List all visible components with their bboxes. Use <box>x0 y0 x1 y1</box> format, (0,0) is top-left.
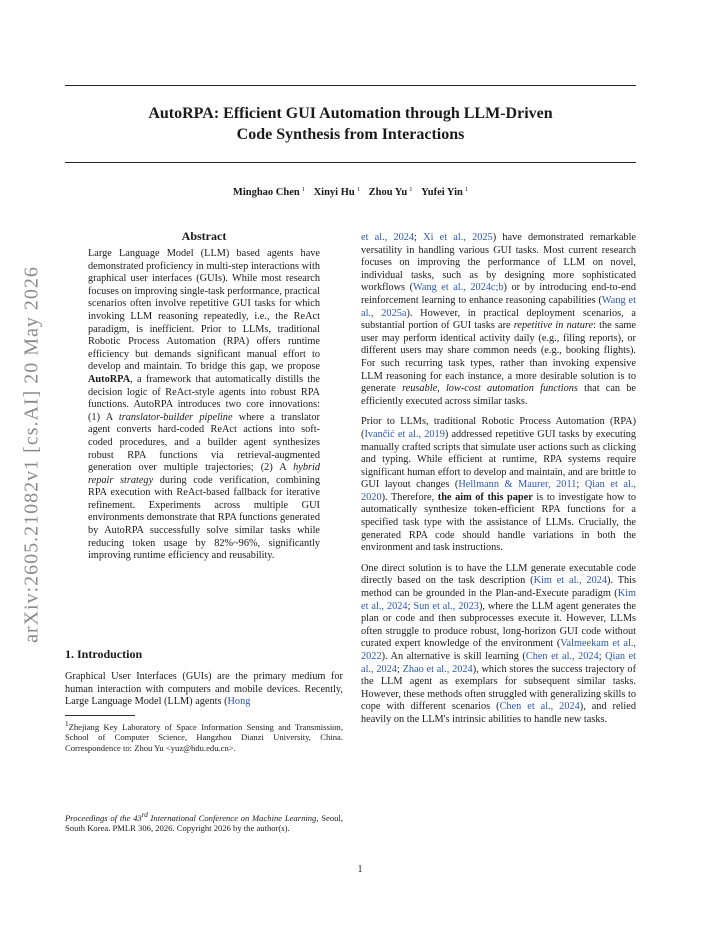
arxiv-identifier-stamp: arXiv:2605.21082v1 [cs.AI] 20 May 2026 <box>20 266 43 643</box>
title-line-1: AutoRPA: Efficient GUI Automation through LLM-Driven <box>148 105 553 122</box>
citation-link[interactable]: Wang et al., 2025a <box>361 294 636 319</box>
introduction-paragraph: Prior to LLMs, traditional Robotic Process Automation (RPA) (Ivančić et al., 2019) addressed repetitive GUI tasks by executing manually crafted scripts that simulate user actions such as clicking and typing. While efficient at runtime, RPA systems require significant human effort to develop and maintain, and are brittle to GUI layout changes (Hellmann & Maurer, 2011; Qian et al., 2020). Therefore, the aim of this paper is to investigate how to automatically synthesize token-efficient RPA functions for a specified task type with the assistance of LLMs. Crucially, the generated RPA code should handle variations in both the environment and task instructions. <box>361 416 637 554</box>
citation-link[interactable]: et al., 2024 <box>361 232 415 243</box>
footnote-mark: 1 <box>65 720 69 728</box>
citation-link[interactable]: Qian et al., 2024 <box>361 651 637 675</box>
proceedings-notice: Proceedings of the 43rd International Conference on Machine Learning, Seoul, South Korea. PMLR 306, 2026. Copyright 2026 by the author(s). <box>65 811 343 834</box>
citation-link[interactable]: Valmeekam et al., 2022 <box>361 638 637 662</box>
paper-title <box>65 103 636 145</box>
citation-link[interactable]: Kim et al., 2024 <box>361 588 636 612</box>
abstract-paragraph: Large Language Model (LLM) based agents have demonstrated proficiency in multi-step interactions with graphical user interfaces (GUIs). While most research focuses on improving single-task performance, practical scenarios often involve repetitive GUI tasks for which invoking LLM reasoning repeatedly, i.e., the ReAct paradigm, is inefficient. Prior to LLMs, traditional Robotic Process Automation (RPA) offers runtime efficiency but demands significant manual effort to develop and maintain. To bridge this gap, we propose AutoRPA, a framework that automatically distills the decision logic of ReAct-style agents into robust RPA functions. AutoRPA introduces two core innovations: (1) A translator-builder pipeline where a translator agent converts hard-coded ReAct actions into soft-coded procedures, and a builder agent synthesizes robust RPA functions via retrieval-augmented generation over multiple trajectories; (2) A hybrid repair strategy during code verification, combining RPA execution with ReAct-based fallback for iterative refinement. Experiments across multiple GUI environments demonstrate that RPA functions generated by AutoRPA successfully solve similar tasks while reducing token usage by 82%~96%, significantly improving runtime efficiency and reusability. <box>88 248 320 562</box>
author: Xinyi Hu $^1$ <box>313 186 360 198</box>
citation-link[interactable]: Zhao et al., 2024 <box>402 663 473 675</box>
abstract-body <box>88 248 320 563</box>
author: Zhou Yu $^1$ <box>368 186 413 198</box>
abstract-heading: Abstract <box>181 229 227 243</box>
author: Yufei Yin $^1$ <box>421 186 469 198</box>
citation-link[interactable]: Chen et al., 2024 <box>525 651 599 662</box>
citation-link[interactable]: Qian et al., 2020 <box>361 479 636 503</box>
author: Minghao Chen $^1$ <box>232 186 305 198</box>
citation-link[interactable]: Wang et al., 2024c;b <box>413 282 504 294</box>
citation-link[interactable]: Xi et al., 2025 <box>423 232 493 243</box>
footnote-rule <box>65 715 135 716</box>
citation-link[interactable]: Kim et al., 2024 <box>533 575 608 587</box>
citation-link[interactable]: Chen et al., 2024 <box>499 701 580 713</box>
introduction-right-column <box>361 232 636 727</box>
title-line-2: Code Synthesis from Interactions <box>236 126 465 143</box>
top-rule <box>65 85 636 86</box>
citation-link[interactable]: Ivančić et al., 2019 <box>364 428 445 440</box>
footnote-text: Zhejiang Key Laboratory of Space Information Sensing and Transmission, School of Computer Science, Hangzhou Dianzi University, China. Correspondence to: Zhou Yu <yuz@hdu.edu.cn>. <box>65 721 343 753</box>
introduction-paragraph: et al., 2024; Xi et al., 2025) have demonstrated remarkable versatility in handling various GUI tasks. Most current research focuses on improving the performance of LLM on novel, individual tasks, such as by designing more sophisticated workflows (Wang et al., 2024c;b) or by introducing end-to-end reinforcement learning to enhance reasoning capabilities (Wang et al., 2025a). However, in practical deployment scenarios, a substantial portion of GUI tasks are repetitive in nature: the same user may perform identical activity daily (e.g., filing reports), or different users may share common needs (e.g., booking flights). For such recurring task types, rather than invoking expensive LLM reasoning for each instance, a more desirable solution is to generate reusable, low-cost automation functions that can be efficiently executed across similar tasks. <box>361 232 637 407</box>
author-list <box>65 186 636 198</box>
citation-link[interactable]: Hellmann & Maurer, 2011 <box>458 479 577 491</box>
introduction-paragraph: One direct solution is to have the LLM generate executable code directly based on the task description (Kim et al., 2024). This method can be grounded in the Plan-and-Execute paradigm (Kim et al., 2024; Sun et al., 2023), where the LLM agent generates the plan or code and then subprocesses execute it. However, LLMs often struggle to produce robust, long-horizon GUI code without curated expert knowledge of the environment (Valmeekam et al., 2022). An alternative is skill learning (Chen et al., 2024; Qian et al., 2024; Zhao et al., 2024), which stores the success trajectory of the LLM agent as exemplars for subsequent similar tasks. However, these methods often struggled with generalizing skills to cope with different scenarios (Chen et al., 2024), and relied heavily on the LLM's intrinsic abilities to handle new tasks. <box>361 562 637 725</box>
introduction-paragraph: Graphical User Interfaces (GUIs) are the primary medium for human interaction with computers and mobile devices. Recently, Large Language Model (LLM) agents (Hong <box>65 671 343 708</box>
title-bottom-rule <box>65 162 636 163</box>
introduction-heading: 1. Introduction <box>65 647 143 661</box>
citation-link[interactable]: Sun et al., 2023 <box>413 600 479 612</box>
page-number: 1 <box>357 864 363 875</box>
citation-link[interactable]: Hong <box>227 696 251 708</box>
introduction-left-column <box>65 671 343 709</box>
affiliation-footnote <box>65 719 343 753</box>
